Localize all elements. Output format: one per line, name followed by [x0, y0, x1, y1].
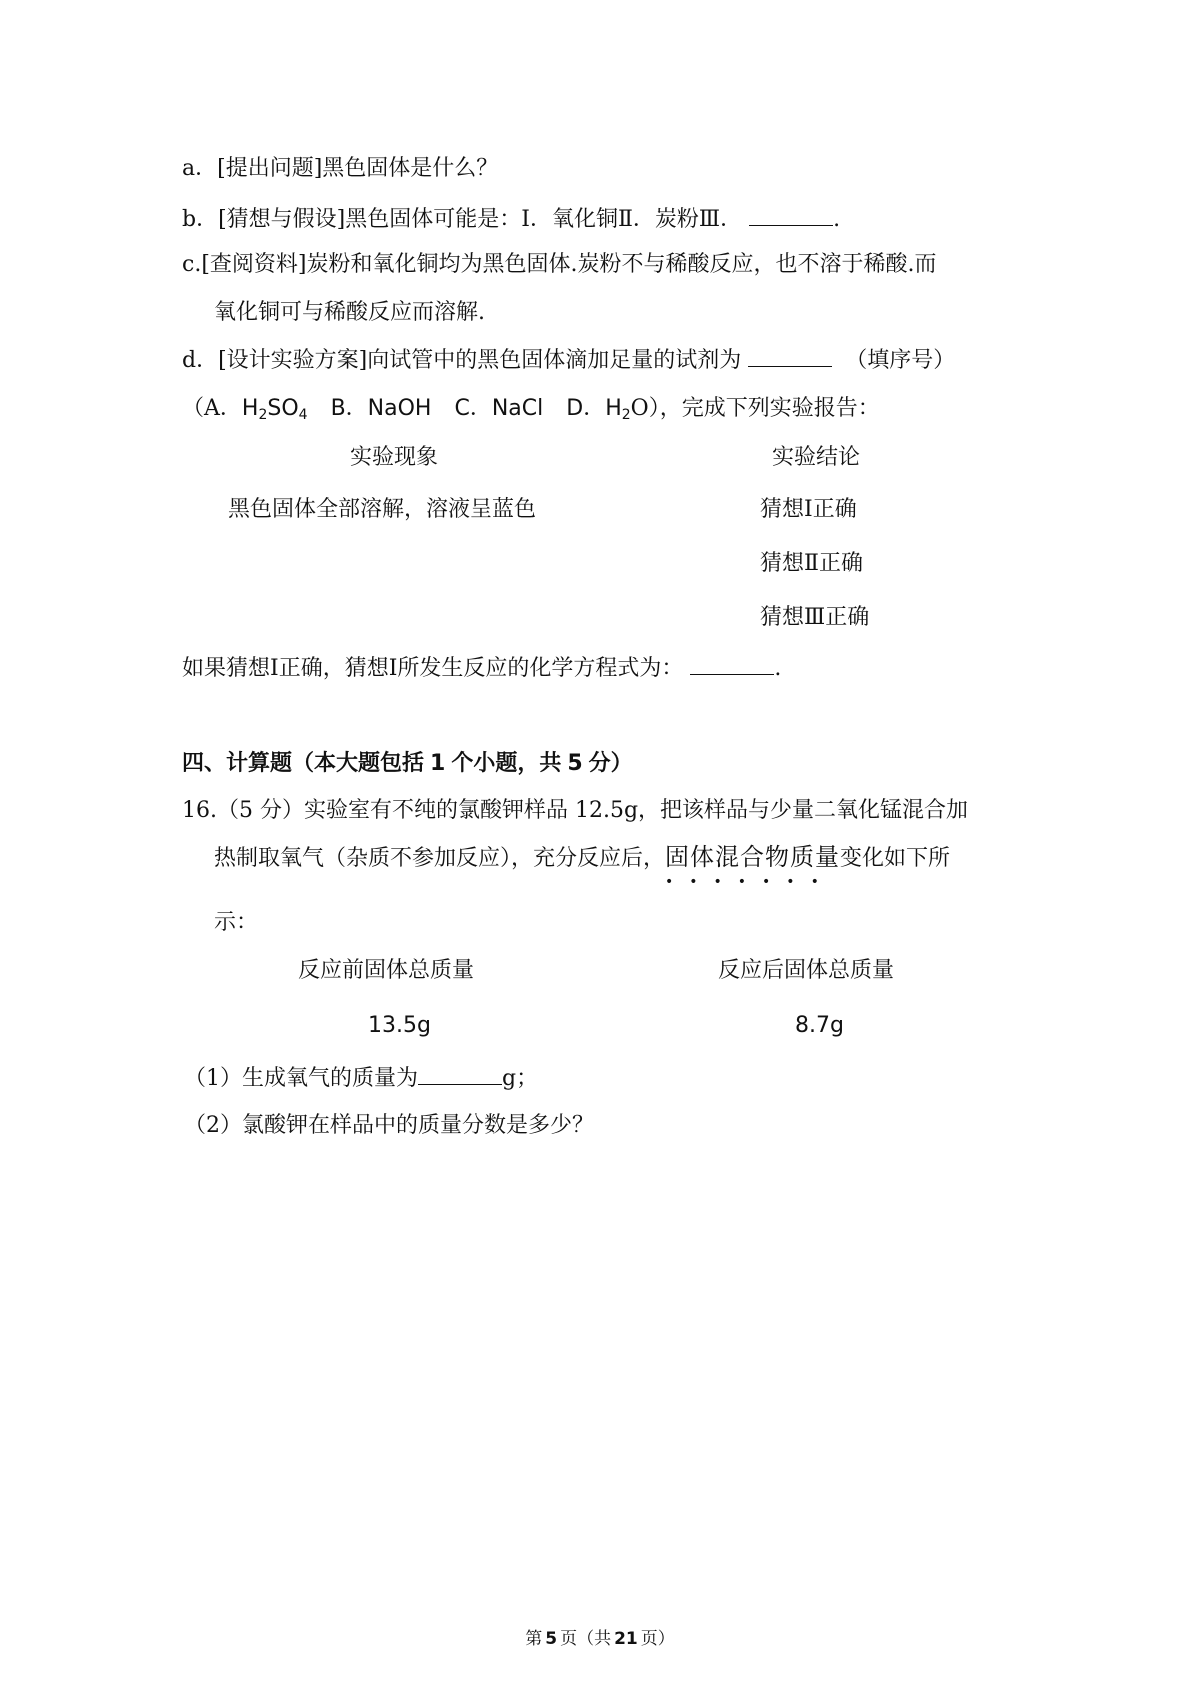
table1-conclusion-3: 猜想Ⅲ正确	[760, 605, 870, 630]
q16-line3: 示：	[214, 910, 259, 935]
table1-phenomenon: 黑色固体全部溶解，溶液呈蓝色	[228, 497, 537, 522]
emphasized-text: 固体混合物质量 •••••••	[665, 843, 841, 890]
q16-sub2: （2）氯酸钾在样品中的质量分数是多少？	[184, 1113, 594, 1138]
option-d-rest: O），完成下列实验报告：	[630, 396, 880, 421]
q16-sub1	[184, 1062, 538, 1095]
line-d2	[182, 393, 880, 425]
option-a-formula: $H_2SO_4$	[241, 396, 308, 423]
line-c2: 氧化铜可与稀酸反应而溶解.	[214, 300, 485, 325]
section-heading: 四、计算题（本大题包括 1 个小题，共 5 分）	[182, 750, 633, 776]
line-c1: c.[查阅资料]炭粉和氧化铜均为黑色固体.炭粉不与稀酸反应，也不溶于稀酸.而	[182, 252, 937, 277]
answer-blank[interactable]	[418, 1062, 502, 1085]
table1-conclusion-2: 猜想Ⅱ正确	[760, 551, 863, 576]
q16-line2-pre: 热制取氧气（杂质不参加反应），充分反应后，	[214, 846, 666, 871]
option-c: C．NaCl	[454, 396, 544, 421]
table1-header-phenomenon: 实验现象	[350, 445, 439, 470]
line-d1-end: （填序号）	[845, 348, 956, 373]
option-d: D．$H_2$	[566, 396, 631, 423]
table1-conclusion-1: 猜想Ⅰ正确	[760, 497, 857, 522]
q16-line1: 16.（5 分）实验室有不纯的氯酸钾样品 12.5g，把该样品与少量二氧化锰混合加	[182, 798, 969, 823]
table2-after-value: 8.7g	[795, 1013, 844, 1038]
table2-before-value: 13.5g	[368, 1013, 431, 1038]
line-b-end: .	[833, 207, 841, 232]
option-b: B．NaOH	[330, 396, 432, 421]
line-a: a．[提出问题]黑色固体是什么？	[182, 156, 499, 181]
q16-sub1-end: g；	[502, 1066, 539, 1091]
table2-before-label: 反应前固体总质量	[298, 958, 475, 983]
table2-after-label: 反应后固体总质量	[718, 958, 895, 983]
option-open: （A．	[182, 396, 242, 421]
line-d1-text: d．[设计实验方案]向试管中的黑色固体滴加足量的试剂为	[182, 348, 742, 373]
q16-line2-post: 变化如下所	[840, 846, 951, 871]
answer-blank[interactable]	[748, 344, 832, 367]
q16-sub1-text: （1）生成氧气的质量为	[184, 1066, 418, 1091]
line-if-text: 如果猜想Ⅰ正确，猜想Ⅰ所发生反应的化学方程式为：	[182, 656, 684, 681]
page-footer: 第 5 页（共 21 页）	[525, 1629, 675, 1649]
line-d1	[182, 344, 955, 377]
q16-line2	[214, 841, 951, 890]
answer-blank[interactable]	[749, 203, 833, 226]
line-b-text: b．[猜想与假设]黑色固体可能是：Ⅰ．氧化铜Ⅱ．炭粉Ⅲ．	[182, 207, 743, 232]
line-b	[182, 203, 840, 236]
answer-blank[interactable]	[690, 652, 774, 675]
line-if-end: .	[774, 656, 782, 681]
line-if	[182, 652, 781, 685]
table1-header-conclusion: 实验结论	[772, 445, 861, 470]
emphasis-dots: •••••••	[665, 874, 835, 890]
